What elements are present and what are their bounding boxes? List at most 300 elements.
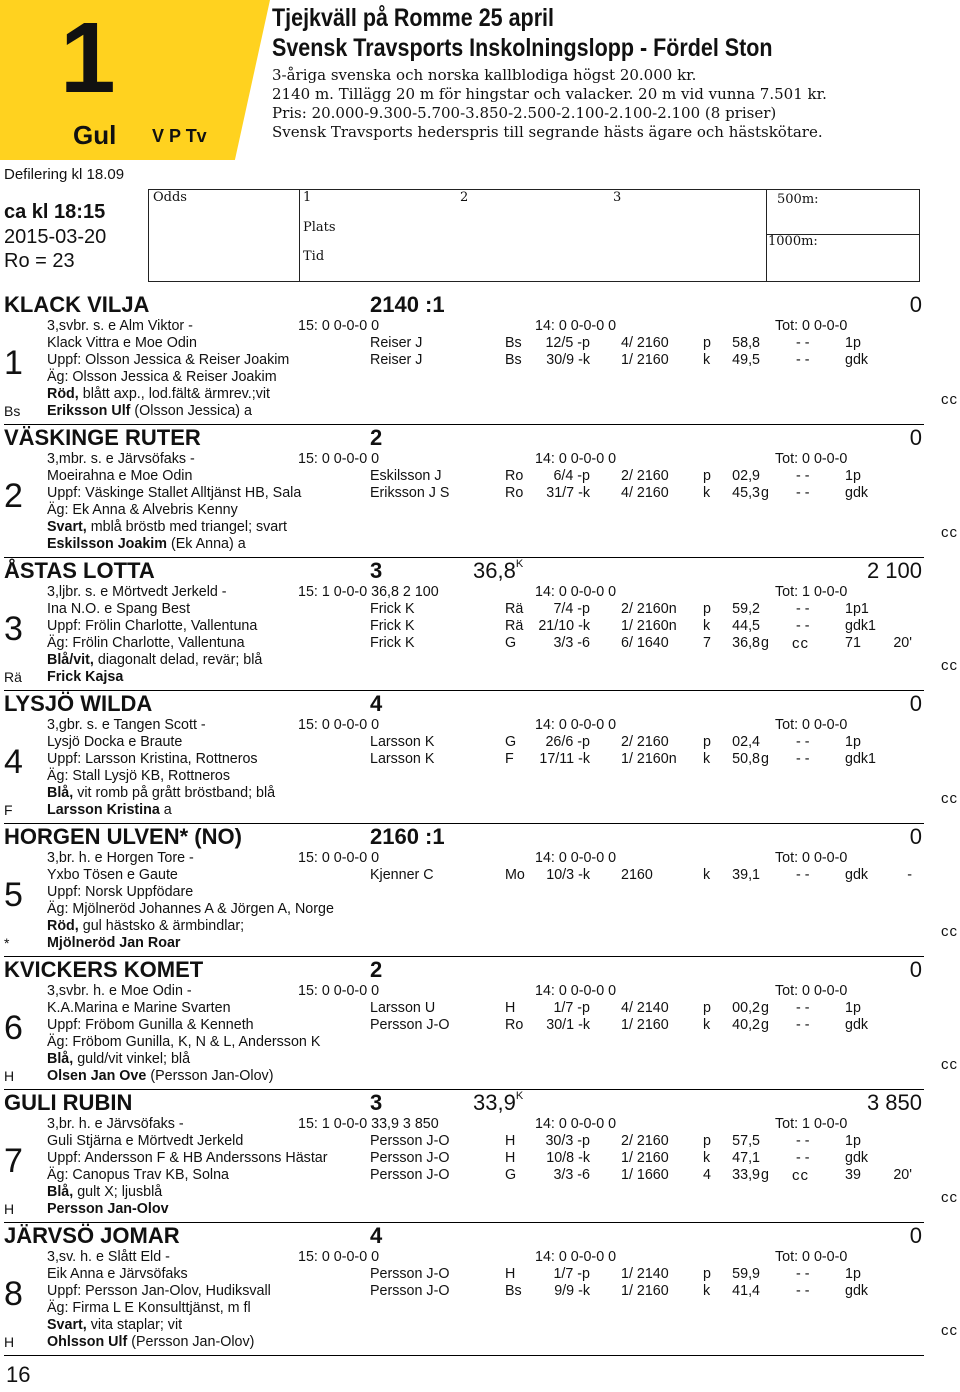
start-track: G: [505, 635, 517, 651]
horse-driver: [47, 1068, 273, 1084]
start-odds: 39: [845, 1167, 861, 1183]
horse-earnings: 0: [909, 425, 922, 450]
trainer-name: (Persson Jan-Olov): [146, 1068, 274, 1084]
start-time: 00,2: [732, 1000, 760, 1016]
stats-total: Tot: 0 0-0-0: [775, 717, 848, 733]
horse-breeder: Uppf: Larsson Kristina, Rottneros: [47, 751, 258, 767]
start-track: Mo: [505, 867, 525, 883]
start-odds: 71: [845, 635, 861, 651]
start-time: 41,4: [732, 1283, 760, 1299]
start-placing: 2/ 2160: [621, 734, 669, 750]
horse-driver: [47, 935, 180, 951]
start-type: p: [703, 601, 711, 617]
horse-dam: Yxbo Tösen e Gaute: [47, 867, 178, 883]
driver-name: Frick Kajsa: [47, 669, 124, 685]
driver-name: Persson Jan-Olov: [47, 1201, 169, 1217]
start-time: 49,5: [732, 352, 760, 368]
horse-colors: [47, 519, 287, 535]
start-time: 02,4: [732, 734, 760, 750]
start-track: Bs: [505, 335, 522, 351]
race-prizes: Pris: 20.000-9.300-5.700-3.850-2.500-2.100-2.100-2.100 (8 priser): [272, 104, 777, 122]
home-track: F: [4, 802, 13, 818]
start-odds: 1p: [845, 1266, 861, 1282]
start-type: k: [703, 485, 711, 501]
horse-earnings: 0: [909, 691, 922, 716]
start-time: 59,2: [732, 601, 760, 617]
start-track: Bs: [505, 1283, 522, 1299]
start-type: p: [703, 734, 711, 750]
horse-distance: 4: [370, 691, 383, 716]
start-type: k: [703, 867, 711, 883]
horse-pedigree: 3,br. h. e Horgen Tore -: [47, 850, 194, 866]
stats-2014: 14: 0 0-0-0 0: [535, 584, 617, 600]
start-driver: Kjenner C: [370, 867, 434, 883]
horse-pedigree: 3,svbr. h. e Moe Odin -: [47, 983, 192, 999]
horse-name: VÄSKINGE RUTER: [4, 425, 201, 450]
start-odds: gdk: [845, 1283, 869, 1299]
stats-2015: 15: 0 0-0-0 0: [298, 318, 380, 334]
horse-breeder: Uppf: Norsk Uppfödare: [47, 884, 194, 900]
entry-divider: [4, 1089, 924, 1090]
colors-rest: vita staplar; vit: [86, 1317, 183, 1333]
start-placing: 2/ 2160: [621, 1133, 669, 1149]
start-odds: gdk1: [845, 751, 877, 767]
horse-breeder: Uppf: Andersson F & HB Anderssons Hästar: [47, 1150, 328, 1166]
race-conditions: 3-åriga svenska och norska kallblodiga högst 20.000 kr.: [272, 66, 697, 84]
horse-record: [473, 1090, 523, 1116]
start-placing: 4/ 2160: [621, 335, 669, 351]
driver-name: Larsson Kristina: [47, 802, 160, 818]
driver-name: Mjölneröd Jan Roar: [47, 935, 181, 951]
start-time: 40,2: [732, 1017, 760, 1033]
start-track: Ro: [505, 468, 524, 484]
start-track: Bs: [505, 352, 522, 368]
start-placing: 2/ 2160: [621, 468, 669, 484]
trainer-name: (Ek Anna) a: [167, 536, 246, 552]
horse-owner: Äg: Olsson Jessica & Reiser Joakim: [47, 369, 277, 385]
horse-dam: Klack Vittra e Moe Odin: [47, 335, 197, 351]
m500-label: 500m:: [777, 192, 819, 207]
start-mark: - -: [796, 1266, 810, 1282]
horse-distance: 3: [370, 558, 383, 583]
driver-name: Eskilsson Joakim: [47, 536, 167, 552]
start-time: 50,8: [732, 751, 760, 767]
horse-owner: Äg: Fröbom Gunilla, K, N & L, Andersson K: [47, 1034, 321, 1050]
stats-total: Tot: 1 0-0-0: [775, 1116, 848, 1132]
stats-2014: 14: 0 0-0-0 0: [535, 318, 617, 334]
horse-record: [473, 558, 523, 584]
start-date: 6/4 -p: [553, 468, 590, 484]
start-type: p: [703, 1266, 711, 1282]
home-track: H: [4, 1068, 15, 1084]
horse-pedigree: 3,gbr. s. e Tangen Scott -: [47, 717, 206, 733]
start-driver: Eriksson J S: [370, 485, 450, 501]
start-track: F: [505, 751, 514, 767]
driver-name: Olsen Jan Ove: [47, 1068, 147, 1084]
start-placing: 1/ 2160: [621, 352, 669, 368]
start-shoe-icon: cc: [792, 635, 809, 652]
start-extra: 20': [893, 1167, 912, 1183]
colors-main: Blå/vit,: [47, 652, 94, 668]
horse-name: HORGEN ULVEN* (NO): [4, 824, 242, 849]
horse-driver: [47, 536, 246, 552]
start-placing: 1/ 2160: [621, 1283, 669, 1299]
horse-dam: Ina N.O. e Spang Best: [47, 601, 191, 617]
horse-breeder: Uppf: Persson Jan-Olov, Hudiksvall: [47, 1283, 271, 1299]
race-distance: 2140 m. Tillägg 20 m för hingstar och valacker. 20 m vid vunna 7.501 kr.: [272, 85, 827, 103]
start-track: Rä: [505, 618, 524, 634]
horse-colors: [47, 918, 244, 934]
record-time: 33,9: [473, 1090, 516, 1115]
horse-driver: [47, 1334, 254, 1350]
start-mark: - -: [796, 485, 810, 501]
stats-total: Tot: 0 0-0-0: [775, 1249, 848, 1265]
start-track: Ro: [505, 1017, 524, 1033]
start-mark: - -: [796, 734, 810, 750]
shoe-icon: cc: [941, 391, 958, 409]
horse-pedigree: 3,sv. h. e Slått Eld -: [47, 1249, 170, 1265]
start-placing: 1/ 2160n: [621, 751, 677, 767]
start-driver: Frick K: [370, 601, 415, 617]
start-number: 5: [4, 875, 23, 914]
start-date: 30/1 -k: [546, 1017, 590, 1033]
start-extra: 20': [893, 635, 912, 651]
start-driver: Frick K: [370, 635, 415, 651]
start-mark: - -: [796, 1150, 810, 1166]
stats-2015: 15: 0 0-0-0 0: [298, 983, 380, 999]
horse-driver: [47, 403, 252, 419]
horse-owner: Äg: Frölin Charlotte, Vallentuna: [47, 635, 245, 651]
start-track: Ro: [505, 485, 524, 501]
stats-2014: 14: 0 0-0-0 0: [535, 451, 617, 467]
colors-rest: vit romb på grått bröstband; blå: [73, 785, 276, 801]
colors-rest: diagonalt delad, revär; blå: [93, 652, 263, 668]
start-time: 47,1: [732, 1150, 760, 1166]
start-extra: -: [907, 867, 912, 883]
horse-driver: [47, 669, 123, 685]
start-placing: 4/ 2160: [621, 485, 669, 501]
horse-dam: Moeirahna e Moe Odin: [47, 468, 193, 484]
plats-label: Plats: [303, 220, 336, 235]
start-time: 58,8: [732, 335, 760, 351]
stats-2015: 15: 0 0-0-0 0: [298, 1249, 380, 1265]
start-driver: Reiser J: [370, 335, 423, 351]
start-mark: - -: [796, 335, 810, 351]
horse-owner: Äg: Stall Lysjö KB, Rottneros: [47, 768, 231, 784]
colors-main: Svart,: [47, 519, 87, 535]
horse-colors: [47, 1051, 190, 1067]
start-mark: - -: [796, 601, 810, 617]
start-g: g: [761, 1000, 769, 1016]
start-time: 45,3: [732, 485, 760, 501]
defilering: Defilering kl 18.09: [4, 166, 125, 183]
start-date: 26/6 -p: [545, 734, 590, 750]
home-track: H: [4, 1201, 15, 1217]
start-placing: 1/ 2160: [621, 1150, 669, 1166]
start-driver: Larsson U: [370, 1000, 436, 1016]
bet-types: V P Tv: [152, 126, 207, 146]
home-track: H: [4, 1334, 15, 1350]
start-mark: - -: [796, 1017, 810, 1033]
stats-2015: 15: 0 0-0-0 0: [298, 451, 380, 467]
colors-rest: gul hästsko & ärmbindlar;: [78, 918, 245, 934]
start-placing: 2160: [621, 867, 653, 883]
stats-2014: 14: 0 0-0-0 0: [535, 983, 617, 999]
start-odds: gdk: [845, 1017, 869, 1033]
driver-name: Ohlsson Ulf: [47, 1334, 128, 1350]
race-honor: Svensk Travsports hederspris till segrande hästs ägare och hästskötare.: [272, 123, 823, 141]
start-placing: 1/ 2140: [621, 1266, 669, 1282]
horse-breeder: Uppf: Fröbom Gunilla & Kenneth: [47, 1017, 254, 1033]
shoe-icon: cc: [941, 1189, 958, 1207]
start-driver: Eskilsson J: [370, 468, 442, 484]
record-k: K: [515, 1090, 524, 1102]
horse-distance: 4: [370, 1223, 383, 1248]
colors-main: Svart,: [47, 1317, 87, 1333]
start-driver: Persson J-O: [370, 1266, 450, 1282]
stats-total: Tot: 0 0-0-0: [775, 451, 848, 467]
start-type: k: [703, 618, 711, 634]
stats-2015: 15: 0 0-0-0 0: [298, 850, 380, 866]
start-date: 12/5 -p: [545, 335, 590, 351]
start-shoe-icon: cc: [792, 1167, 809, 1184]
colors-rest: guld/vit vinkel; blå: [73, 1051, 191, 1067]
start-date: 3/3 -6: [553, 635, 590, 651]
ro-value: Ro = 23: [4, 250, 75, 272]
stats-total: Tot: 0 0-0-0: [775, 318, 848, 334]
odds-col-2: 2: [460, 190, 469, 205]
shoe-icon: cc: [941, 1322, 958, 1340]
start-odds: gdk: [845, 1150, 869, 1166]
start-number: 2: [4, 476, 23, 515]
start-date: 30/3 -p: [545, 1133, 590, 1149]
horse-dam: Lysjö Docka e Braute: [47, 734, 183, 750]
start-type: p: [703, 1000, 711, 1016]
start-time: ca kl 18:15: [4, 201, 106, 223]
start-placing: 1/ 2160n: [621, 618, 677, 634]
race-date: 2015-03-20: [4, 226, 107, 248]
horse-owner: Äg: Canopus Trav KB, Solna: [47, 1167, 229, 1183]
race-color-label: Gul: [73, 120, 117, 150]
start-g: g: [761, 635, 769, 651]
start-mark: - -: [796, 867, 810, 883]
start-driver: Persson J-O: [370, 1283, 450, 1299]
trainer-name: a: [159, 802, 172, 818]
start-driver: Persson J-O: [370, 1167, 450, 1183]
shoe-icon: cc: [941, 1056, 958, 1074]
start-type: p: [703, 335, 711, 351]
start-number: 3: [4, 609, 23, 648]
start-date: 21/10 -k: [538, 618, 590, 634]
start-odds: 1p1: [845, 601, 869, 617]
horse-earnings: 0: [909, 957, 922, 982]
start-type: k: [703, 352, 711, 368]
horse-distance: 2160 :1: [370, 824, 445, 849]
start-type: 7: [703, 635, 711, 651]
start-date: 7/4 -p: [553, 601, 590, 617]
start-driver: Persson J-O: [370, 1017, 450, 1033]
start-odds: gdk: [845, 485, 869, 501]
start-date: 3/3 -6: [553, 1167, 590, 1183]
colors-rest: gult X; ljusblå: [73, 1184, 163, 1200]
odds-col-1: 1: [303, 190, 312, 205]
start-track: G: [505, 734, 517, 750]
horse-owner: Äg: Firma L E Konsulttjänst, m fl: [47, 1300, 251, 1316]
start-number: 1: [4, 343, 23, 382]
start-track: H: [505, 1266, 516, 1282]
start-odds: gdk1: [845, 618, 877, 634]
start-number: 7: [4, 1141, 23, 1180]
stats-2014: 14: 0 0-0-0 0: [535, 850, 617, 866]
stats-total: Tot: 1 0-0-0: [775, 584, 848, 600]
start-type: k: [703, 1283, 711, 1299]
horse-earnings: 2 100: [866, 558, 922, 583]
start-time: 44,5: [732, 618, 760, 634]
colors-rest: mblå bröstb med triangel; svart: [86, 519, 287, 535]
start-placing: 2/ 2160n: [621, 601, 677, 617]
start-g: g: [761, 1167, 769, 1183]
start-g: g: [761, 751, 769, 767]
horse-distance: 2: [370, 957, 383, 982]
start-odds: 1p: [845, 335, 861, 351]
start-type: p: [703, 1133, 711, 1149]
colors-main: Blå,: [47, 1051, 74, 1067]
horse-distance: 2140 :1: [370, 292, 445, 317]
horse-owner: Äg: Ek Anna & Alvebris Kenny: [47, 502, 238, 518]
record-k: K: [515, 558, 524, 570]
start-odds: 1p: [845, 1000, 861, 1016]
start-mark: - -: [796, 1000, 810, 1016]
start-date: 17/11 -k: [539, 751, 590, 767]
stats-2014: 14: 0 0-0-0 0: [535, 1116, 617, 1132]
horse-name: LYSJÖ WILDA: [4, 691, 153, 716]
start-mark: - -: [796, 618, 810, 634]
start-g: g: [761, 485, 769, 501]
start-time: 39,1: [732, 867, 760, 883]
race-title: Tjejkväll på Romme 25 april: [272, 4, 555, 32]
tid-label: Tid: [303, 249, 325, 264]
horse-pedigree: 3,br. h. e Järvsöfaks -: [47, 1116, 184, 1132]
start-number: 8: [4, 1274, 23, 1313]
start-odds: 1p: [845, 734, 861, 750]
start-odds: gdk: [845, 352, 869, 368]
home-track: *: [4, 935, 10, 951]
stats-2015: 15: 1 0-0-0 36,8 2 100: [298, 584, 439, 600]
start-time: 33,9: [732, 1167, 760, 1183]
record-time: 36,8: [473, 558, 516, 583]
start-placing: 1/ 2160: [621, 1017, 669, 1033]
horse-dam: Eik Anna e Järvsöfaks: [47, 1266, 188, 1282]
horse-pedigree: 3,svbr. s. e Alm Viktor -: [47, 318, 193, 334]
start-date: 1/7 -p: [553, 1266, 590, 1282]
horse-colors: [47, 652, 262, 668]
horse-distance: 2: [370, 425, 383, 450]
start-mark: - -: [796, 1283, 810, 1299]
start-mark: - -: [796, 751, 810, 767]
start-odds: 1p: [845, 468, 861, 484]
stats-2015: 15: 1 0-0-0 33,9 3 850: [298, 1116, 439, 1132]
race-number: 1: [60, 2, 116, 114]
trainer-name: (Olsson Jessica) a: [130, 403, 252, 419]
colors-main: Röd,: [47, 386, 79, 402]
horse-dam: Guli Stjärna e Mörtvedt Jerkeld: [47, 1133, 244, 1149]
start-time: 59,9: [732, 1266, 760, 1282]
start-type: k: [703, 751, 711, 767]
horse-name: KVICKERS KOMET: [4, 957, 204, 982]
horse-name: GULI RUBIN: [4, 1090, 133, 1115]
start-odds: 1p: [845, 1133, 861, 1149]
start-date: 30/9 -k: [546, 352, 590, 368]
start-driver: Persson J-O: [370, 1133, 450, 1149]
page-number: 16: [6, 1362, 31, 1387]
horse-dam: K.A.Marina e Marine Svarten: [47, 1000, 231, 1016]
horse-breeder: Uppf: Olsson Jessica & Reiser Joakim: [47, 352, 290, 368]
start-date: 1/7 -p: [553, 1000, 590, 1016]
shoe-icon: cc: [941, 524, 958, 542]
start-time: 57,5: [732, 1133, 760, 1149]
start-time: 02,9: [732, 468, 760, 484]
start-mark: - -: [796, 1133, 810, 1149]
horse-colors: [47, 386, 270, 402]
start-driver: Larsson K: [370, 751, 435, 767]
horse-driver: [47, 1201, 169, 1217]
odds-label: Odds: [153, 190, 187, 205]
stats-total: Tot: 0 0-0-0: [775, 850, 848, 866]
horse-pedigree: 3,ljbr. s. e Mörtvedt Jerkeld -: [47, 584, 227, 600]
start-driver: Frick K: [370, 618, 415, 634]
horse-colors: [47, 1184, 162, 1200]
home-track: Rä: [4, 669, 22, 685]
start-type: k: [703, 1150, 711, 1166]
start-mark: - -: [796, 352, 810, 368]
start-date: 10/3 -k: [546, 867, 590, 883]
odds-col-3: 3: [613, 190, 622, 205]
horse-driver: [47, 802, 172, 818]
m1000-label: 1000m:: [768, 234, 818, 249]
driver-name: Eriksson Ulf: [47, 403, 131, 419]
horse-earnings: 0: [909, 292, 922, 317]
colors-main: Blå,: [47, 785, 74, 801]
stats-total: Tot: 0 0-0-0: [775, 983, 848, 999]
race-subtitle: Svensk Travsports Inskolningslopp - Fördel Ston: [272, 34, 773, 62]
start-type: 4: [703, 1167, 711, 1183]
start-odds: gdk: [845, 867, 869, 883]
horse-pedigree: 3,mbr. s. e Järvsöfaks -: [47, 451, 195, 467]
entry-divider: [4, 1355, 924, 1356]
start-driver: Larsson K: [370, 734, 435, 750]
start-track: Rä: [505, 601, 524, 617]
trainer-name: (Persson Jan-Olov): [127, 1334, 255, 1350]
stats-2015: 15: 0 0-0-0 0: [298, 717, 380, 733]
horse-colors: [47, 1317, 182, 1333]
horse-earnings: 0: [909, 1223, 922, 1248]
race-color-banner: [0, 0, 270, 160]
start-number: 6: [4, 1008, 23, 1047]
horse-name: JÄRVSÖ JOMAR: [4, 1223, 180, 1248]
start-track: H: [505, 1150, 516, 1166]
start-placing: 6/ 1640: [621, 635, 669, 651]
home-track: Bs: [4, 403, 21, 419]
start-placing: 4/ 2140: [621, 1000, 669, 1016]
start-date: 9/9 -k: [554, 1283, 590, 1299]
colors-rest: blått axp., lod.fält& ärmrev.;vit: [78, 386, 270, 402]
horse-breeder: Uppf: Frölin Charlotte, Vallentuna: [47, 618, 258, 634]
shoe-icon: cc: [941, 657, 958, 675]
horse-owner: Äg: Mjölneröd Johannes A & Jörgen A, Norge: [47, 901, 334, 917]
shoe-icon: cc: [941, 923, 958, 941]
start-date: 10/8 -k: [546, 1150, 590, 1166]
start-driver: Reiser J: [370, 352, 423, 368]
